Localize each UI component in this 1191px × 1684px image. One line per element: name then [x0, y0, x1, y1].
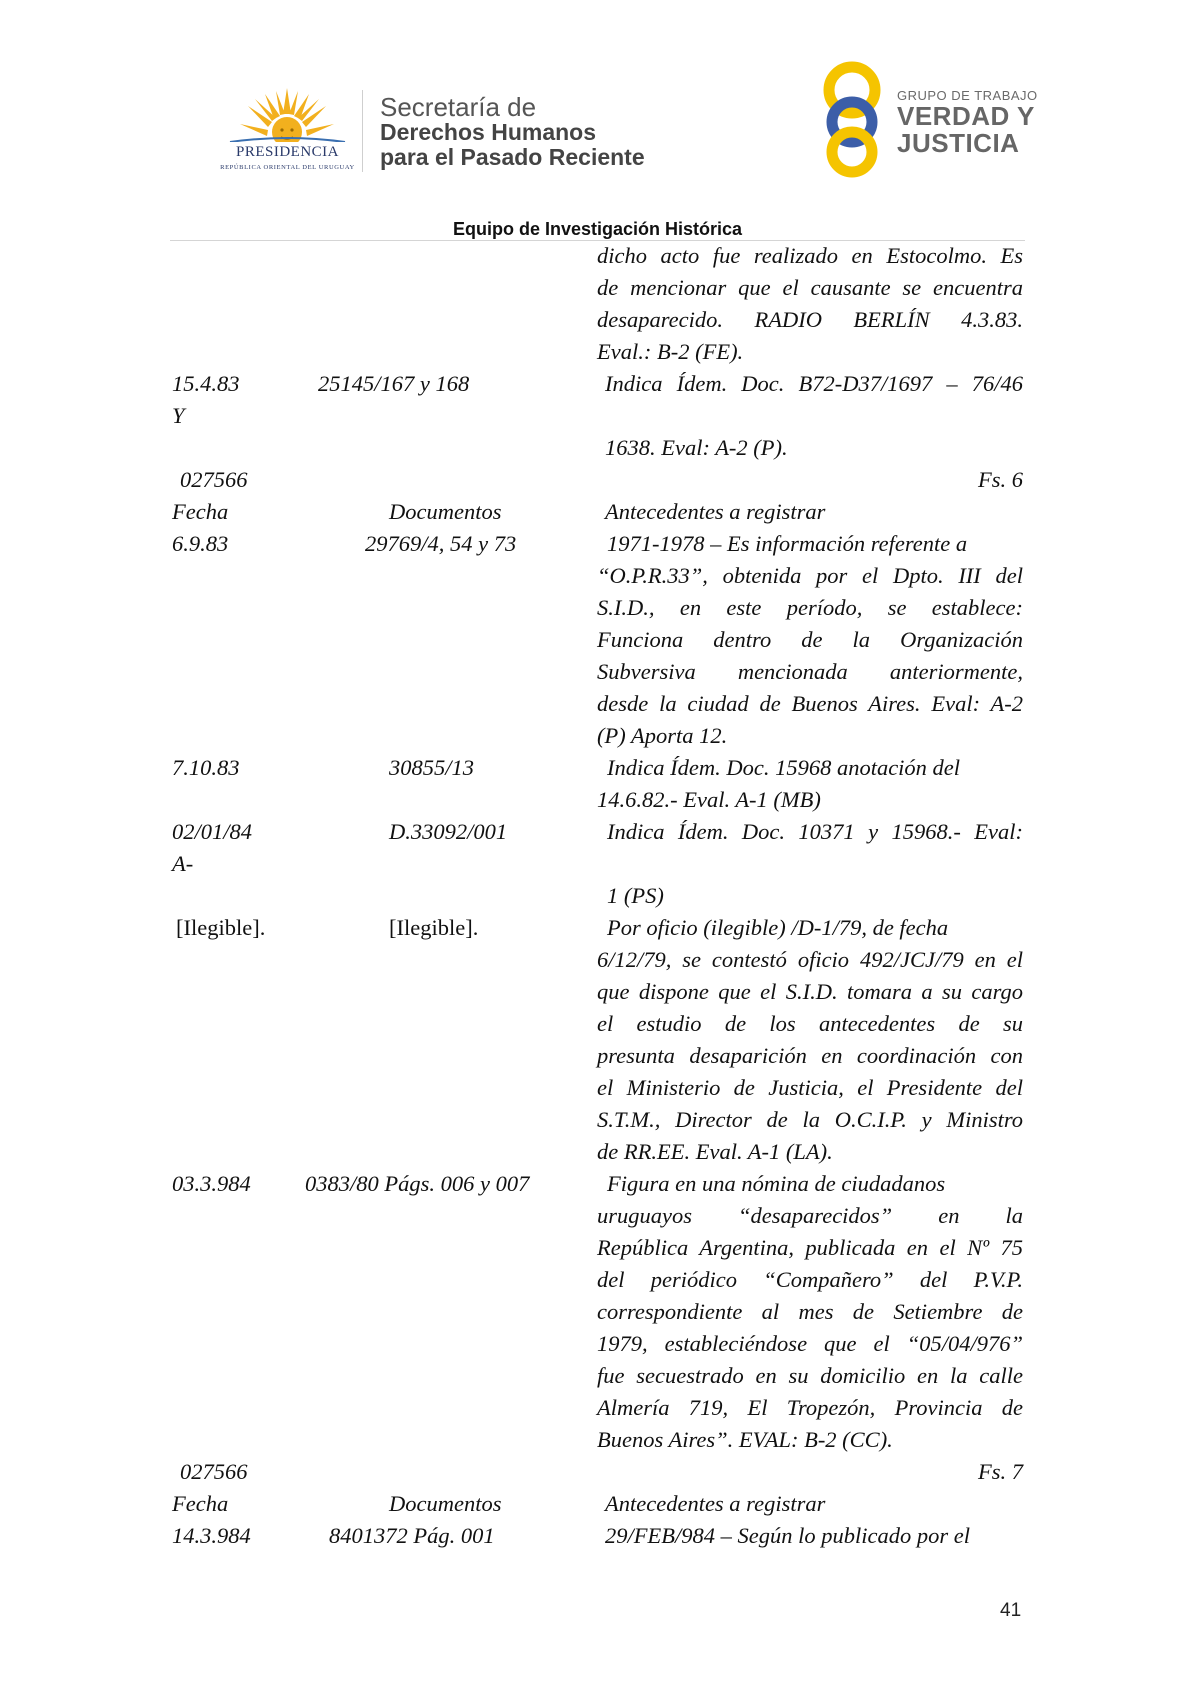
text-line: Funciona dentro de la Organización: [597, 627, 1023, 652]
entry-document: 29769/4, 54 y 73: [365, 531, 517, 556]
folio-code: 027566: [180, 1459, 248, 1484]
page-number: 41: [1000, 1600, 1022, 1621]
entry-text-first: 29/FEB/984 – Según lo publicado por el: [605, 1523, 970, 1548]
secretaria-line-1: Secretaría de: [380, 92, 537, 122]
column-header-antecedentes: Antecedentes a registrar: [605, 499, 826, 524]
entry-date: 15.4.83: [172, 371, 240, 396]
text-line: S.T.M., Director de la O.C.I.P. y Ministro: [597, 1107, 1023, 1132]
entry-date-wrap: A-: [172, 851, 194, 876]
column-header-documentos: Documentos: [389, 499, 502, 524]
presidencia-name: PRESIDENCIA: [235, 144, 339, 160]
entry-document: 25145/167 y 168: [318, 371, 470, 396]
folio-number: Fs. 6: [978, 467, 1023, 492]
entry-document: 30855/13: [389, 755, 475, 780]
entry-text: [607, 816, 1023, 848]
text-line: dicho acto fue realizado en Estocolmo. Es: [597, 243, 1023, 268]
entry-text: [597, 944, 1023, 1168]
entry-date: 03.3.984: [172, 1171, 251, 1196]
text-line: el estudio de los antecedentes de su: [597, 1011, 1023, 1036]
team-title: Equipo de Investigación Histórica: [452, 219, 743, 239]
entry-text-first: Indica Ídem. Doc. 15968 anotación del: [607, 755, 961, 780]
text-line: (P) Aporta 12.: [597, 723, 728, 748]
text-line: desaparecido. RADIO BERLÍN 4.3.83.: [597, 307, 1023, 332]
vj-line-1: VERDAD Y: [897, 101, 1035, 131]
entry-text: [605, 368, 1023, 400]
text-line: que dispone que el S.I.D. tomara a su cargo: [597, 979, 1023, 1004]
text-line: del periódico “Compañero” del P.V.P.: [597, 1267, 1023, 1292]
presidencia-subtitle: REPÚBLICA ORIENTAL DEL URUGUAY: [220, 164, 355, 171]
text-line: Subversiva mencionada anteriormente,: [597, 659, 1023, 684]
entry-text: [597, 1200, 1023, 1456]
text-line: S.I.D., en este período, se establece:: [597, 595, 1023, 620]
text-line: Indica Ídem. Doc. 10371 y 15968.- Eval:: [607, 819, 1023, 844]
entry-date: 02/01/84: [172, 819, 253, 844]
text-line: Buenos Aires”. EVAL: B-2 (CC).: [597, 1427, 893, 1452]
text-line: fue secuestrado en su domicilio en la calle: [597, 1363, 1023, 1388]
text-line: correspondiente al mes de Setiembre de: [597, 1299, 1023, 1324]
folio-code: 027566: [180, 467, 248, 492]
text-line: 6/12/79, se contestó oficio 492/JCJ/79 en el: [597, 947, 1023, 972]
entry-text-first: 1971-1978 – Es información referente a: [607, 531, 968, 556]
continuation-text: [597, 240, 1023, 368]
entry-text-first: Por oficio (ilegible) /D-1/79, de fecha: [607, 915, 949, 940]
text-line: “O.P.R.33”, obtenida por el Dpto. III del: [597, 563, 1023, 588]
entry-date: 6.9.83: [172, 531, 229, 556]
entry-document: [Ilegible].: [389, 915, 479, 940]
column-header-fecha: Fecha: [172, 499, 229, 524]
entry-date: 7.10.83: [172, 755, 240, 780]
vj-group-label: GRUPO DE TRABAJO: [897, 88, 1038, 103]
text-line: Almería 719, El Tropezón, Provincia de: [597, 1395, 1023, 1420]
entry-text-wrap: 1 (PS): [607, 883, 664, 908]
entry-text: [597, 560, 1023, 752]
text-line: uruguayos “desaparecidos” en la: [597, 1203, 1023, 1228]
text-line: Indica Ídem. Doc. B72-D37/1697 – 76/46: [605, 371, 1023, 396]
entry-text-line: 14.6.82.- Eval. A-1 (MB): [597, 787, 821, 812]
folio-number: Fs. 7: [978, 1459, 1023, 1484]
entry-date-wrap: Y: [172, 403, 185, 428]
entry-date: [Ilegible].: [176, 915, 266, 940]
text-line: de mencionar que el causante se encuentra: [597, 275, 1023, 300]
text-line: 1979, estableciéndose que el “05/04/976”: [597, 1331, 1023, 1356]
entry-document: D.33092/001: [389, 819, 508, 844]
entry-date: 14.3.984: [172, 1523, 251, 1548]
text-line: desde la ciudad de Buenos Aires. Eval: A-2: [597, 691, 1023, 716]
entry-document: 0383/80 Págs. 006 y 007: [305, 1171, 530, 1196]
entry-text-first: Figura en una nómina de ciudadanos: [607, 1171, 946, 1196]
text-line: República Argentina, publicada en el Nº 75: [597, 1235, 1023, 1260]
column-header-fecha: Fecha: [172, 1491, 229, 1516]
text-line: el Ministerio de Justicia, el Presidente del: [597, 1075, 1023, 1100]
text-line: de RR.EE. Eval. A-1 (LA).: [597, 1139, 833, 1164]
text-line: presunta desaparición en coordinación con: [597, 1043, 1023, 1068]
text-line: Eval.: B-2 (FE).: [597, 339, 744, 364]
column-header-documentos: Documentos: [389, 1491, 502, 1516]
vj-line-2: JUSTICIA: [897, 128, 1020, 158]
entry-text-wrap: 1638. Eval: A-2 (P).: [605, 435, 788, 460]
secretaria-line-2: Derechos Humanos: [380, 119, 597, 145]
secretaria-line-3: para el Pasado Reciente: [380, 144, 645, 170]
entry-document: 8401372 Pág. 001: [329, 1523, 495, 1548]
column-header-antecedentes: Antecedentes a registrar: [605, 1491, 826, 1516]
